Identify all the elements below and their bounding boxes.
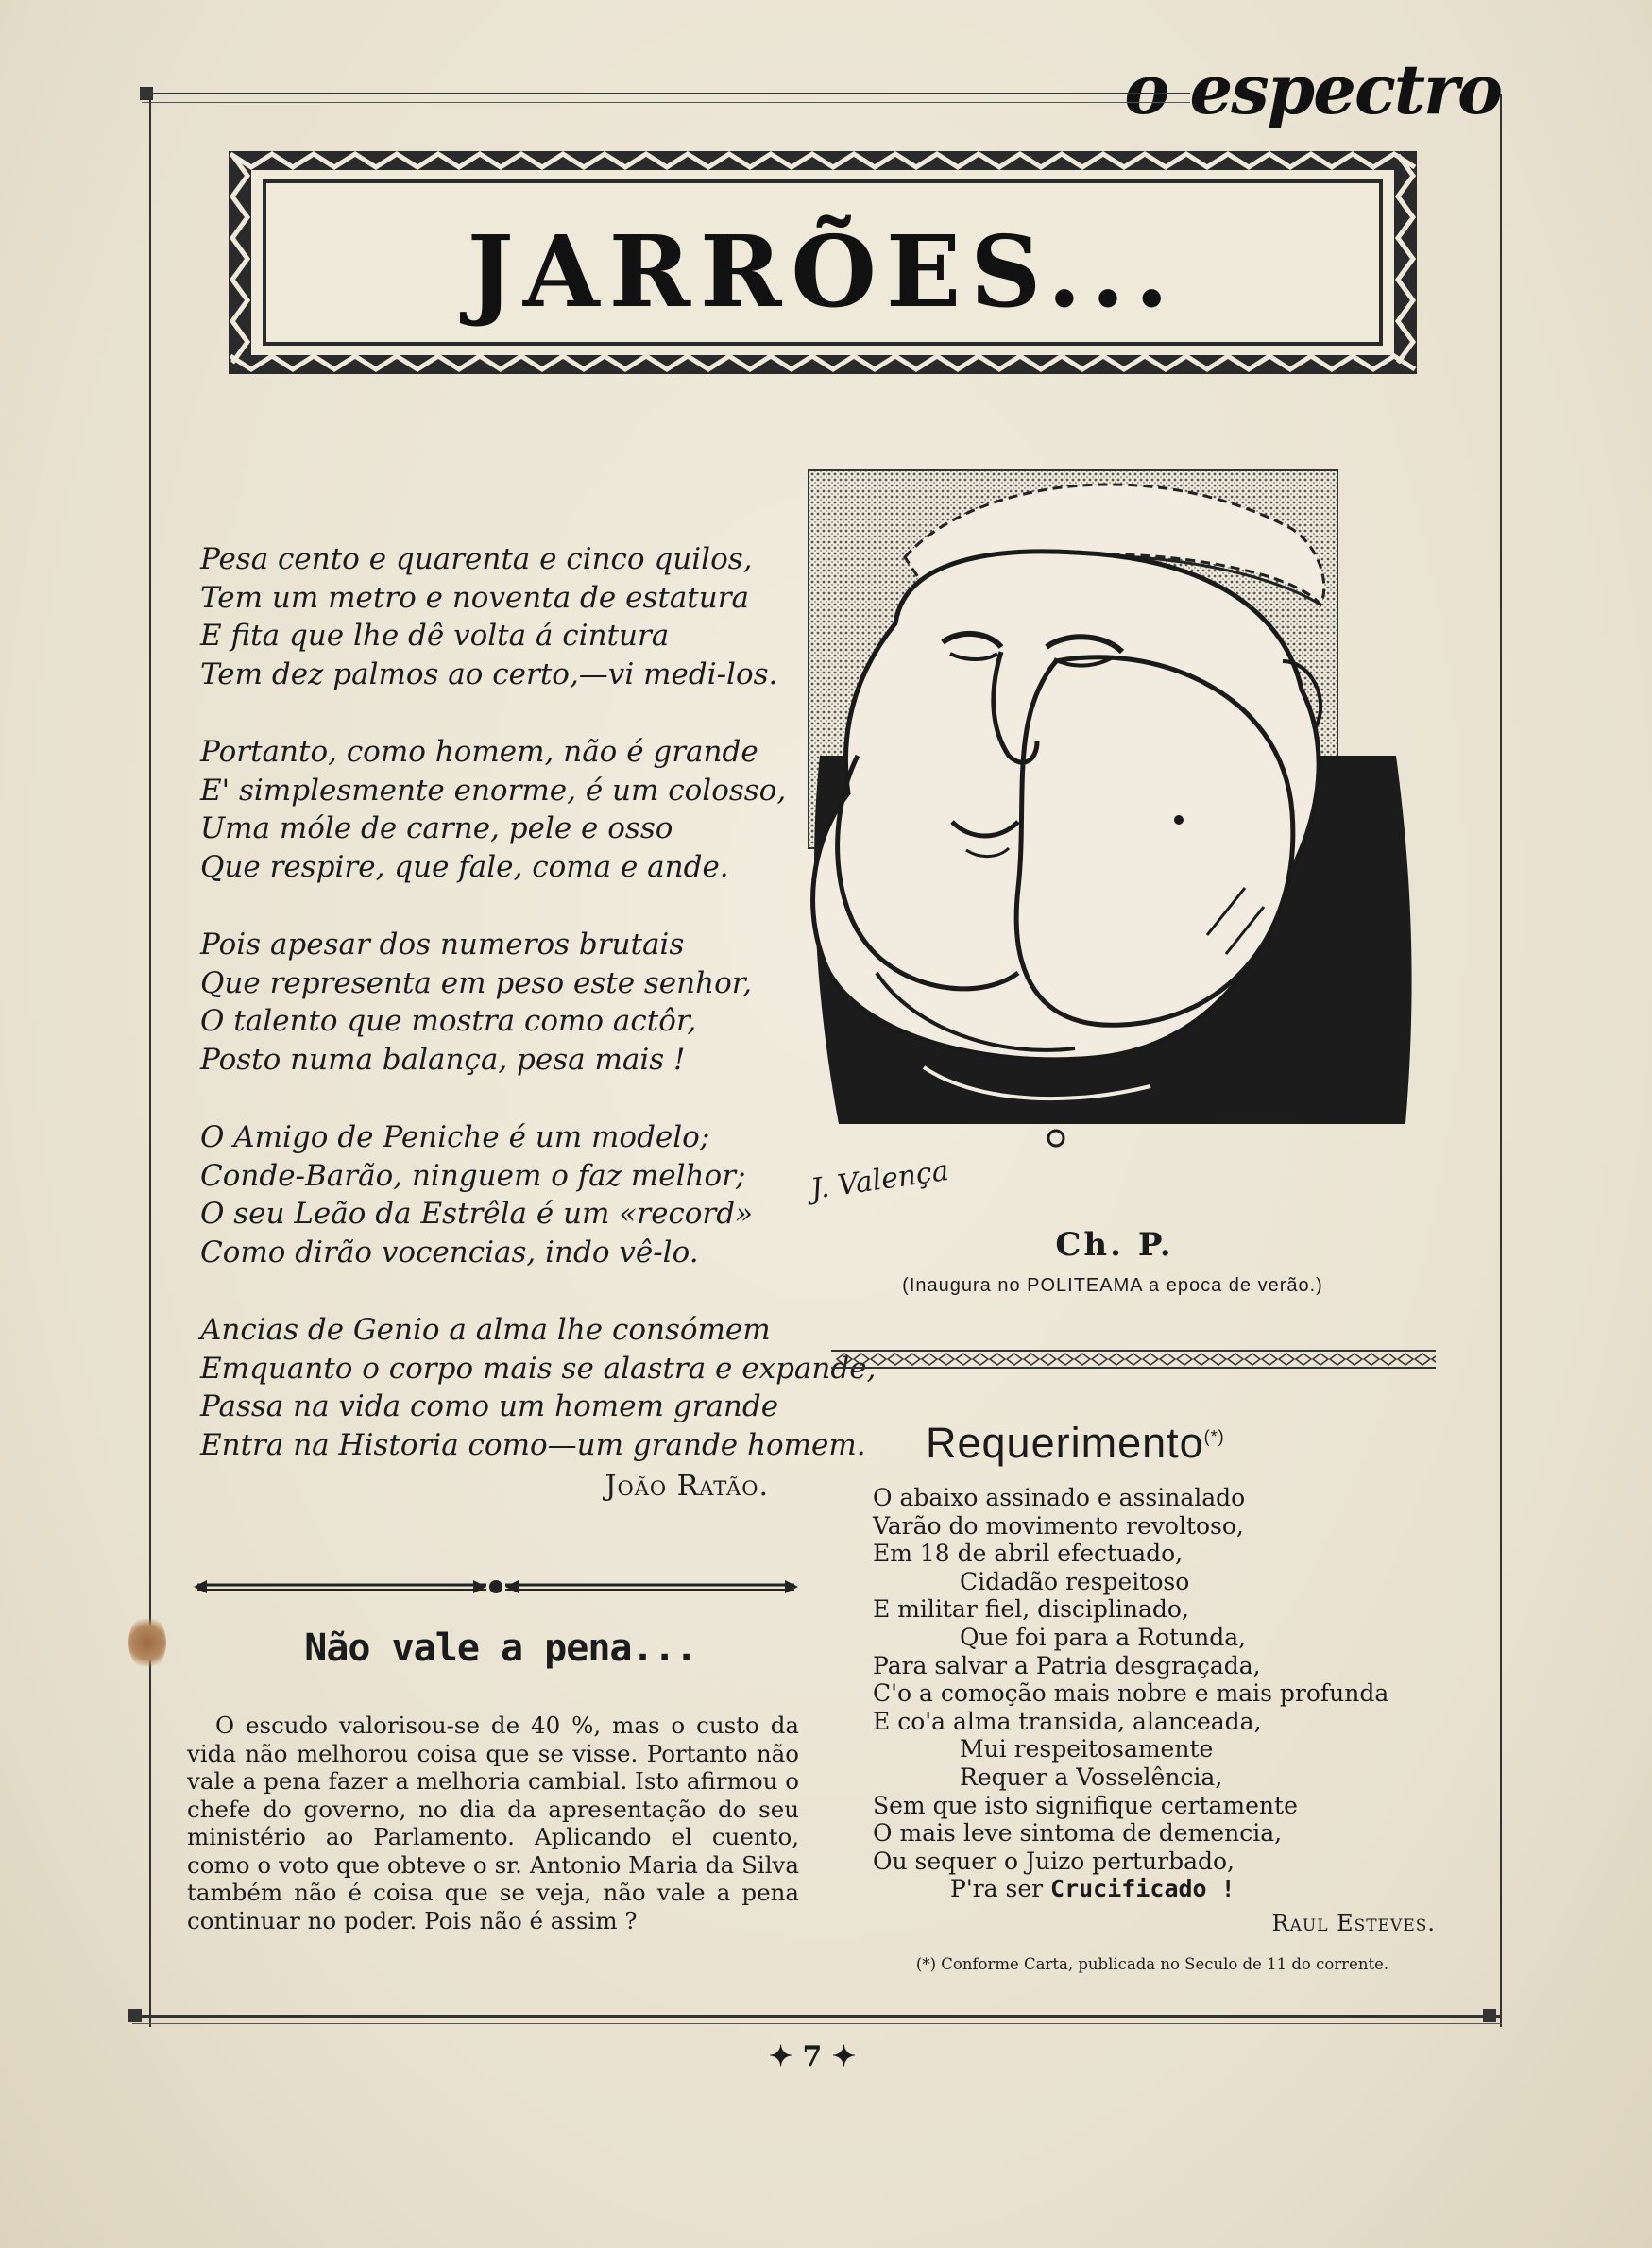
poem-stanza	[200, 733, 805, 886]
article-body-nao-vale	[187, 1712, 799, 1934]
poem-line: Tem dez palmos ao certo,—vi medi-los.	[200, 656, 778, 691]
poem-line: Como dirão vocencias, indo vê-lo.	[200, 1235, 699, 1269]
requerimento-last-prefix: P'ra ser	[950, 1875, 1051, 1903]
poem-stanza	[200, 540, 805, 693]
poem-line: Entra na Historia como—um grande homem.	[200, 1427, 866, 1462]
poem-line: Portanto, como homem, não é grande	[200, 735, 758, 769]
poem-line: O Amigo de Peniche é um modelo;	[200, 1120, 710, 1154]
requerimento-line: Requer a Vosselência,	[960, 1763, 1223, 1791]
poem-jarroes	[200, 540, 877, 1507]
bleed-through-top	[397, 0, 422, 76]
page-title: JARRÕES...	[467, 213, 1179, 330]
requerimento-title: Requerimento	[926, 1419, 1204, 1467]
requerimento-line: O abaixo assinado e assinalado	[873, 1484, 1246, 1511]
requerimento-signature: Raul Esteves.	[1271, 1910, 1436, 1936]
article-paragraph: O escudo valorisou-se de 40 %, mas o custo da vida não melhorou coisa que se visse. Portanto não vale a pena fazer a melhoria cambial. Isto afirmou o chefe do governo, no dia da apresentação do seu ministério ao Parlamento. Aplicando el cuento, como o voto que obteve o sr. Antonio Maria da Silva também não é coisa que se veja, não vale a pena continuar no poder. Pois não é assim ?	[187, 1712, 799, 1934]
caricature-illustration	[754, 444, 1453, 1181]
article-heading-requerimento	[926, 1419, 1225, 1468]
article-heading-nao-vale: Não vale a pena...	[304, 1626, 697, 1670]
poem-stanza	[200, 1311, 877, 1464]
requerimento-line: Varão do movimento revoltoso,	[873, 1511, 1244, 1540]
poem-line: E fita que lhe dê volta á cintura	[200, 619, 670, 653]
requerimento-line: E co'a alma transida, alanceada,	[873, 1707, 1262, 1735]
paper-stain	[128, 1615, 166, 1670]
poem-line: O seu Leão da Estrêla é um «record»	[200, 1197, 754, 1231]
diamond-divider	[831, 1349, 1436, 1370]
poem-line: Pois apesar dos numeros brutais	[200, 928, 685, 962]
poem-line: O talento que mostra como actôr,	[200, 1004, 697, 1038]
poem-line: Pesa cento e quarenta e cinco quilos,	[200, 542, 753, 576]
poem-line: Conde-Barão, ninguem o faz melhor;	[200, 1158, 746, 1193]
requerimento-line: Mui respeitosamente	[960, 1735, 1214, 1763]
poem-line: Que representa em peso este senhor,	[200, 965, 753, 1000]
requerimento-line: Para salvar a Patria desgraçada,	[873, 1651, 1261, 1679]
requerimento-line: E militar fiel, disciplinado,	[873, 1595, 1189, 1624]
arrow-divider	[194, 1574, 798, 1600]
footnote: (*) Conforme Carta, publicada no Seculo de 11 do corrente.	[915, 1955, 1389, 1973]
cartoon-caption: Ch. P.	[1055, 1226, 1174, 1264]
masthead: o espectro	[1124, 49, 1501, 129]
corner-ornament	[128, 2009, 142, 2022]
poem-signature: João Ratão.	[605, 1470, 769, 1503]
bottom-rule-thin	[132, 2023, 1502, 2024]
poem-line: Ancias de Genio a alma lhe consómem	[200, 1313, 771, 1347]
requerimento-line: Sem que isto signifique certamente	[873, 1791, 1298, 1819]
poem-line: Emquanto o corpo mais se alastra e expande,	[200, 1351, 877, 1386]
cartoon-subcaption: (Inaugura no POLITEAMA a epoca de verão.)	[902, 1275, 1323, 1296]
requerimento-line: C'o a comoção mais nobre e mais profunda	[873, 1679, 1389, 1708]
artist-signature: J. Valença	[809, 1153, 951, 1207]
poem-line: Posto numa balança, pesa mais !	[200, 1042, 686, 1077]
requerimento-line: Em 18 de abril efectuado,	[873, 1540, 1184, 1568]
requerimento-last-bold: Crucificado !	[1050, 1875, 1235, 1903]
corner-ornament	[1483, 2009, 1496, 2022]
poem-stanza	[200, 1118, 805, 1271]
poem-line: Passa na vida como um homem grande	[200, 1389, 779, 1423]
bottom-rule	[132, 2015, 1502, 2018]
page-number: ✦ 7 ✦	[768, 2040, 857, 2073]
requerimento-line: O mais leve sintoma de demencia,	[873, 1819, 1283, 1848]
requerimento-line: Ou sequer o Juizo perturbado,	[873, 1847, 1235, 1875]
title-banner	[227, 149, 1419, 376]
requerimento-line: Que foi para a Rotunda,	[960, 1623, 1247, 1651]
requerimento-line: Cidadão respeitoso	[960, 1567, 1190, 1595]
poem-stanza	[200, 926, 805, 1079]
requerimento-last-line	[873, 1875, 1439, 1903]
poem-line: Uma móle de carne, pele e osso	[200, 811, 673, 845]
poem-line: Que respire, que fale, coma e ande.	[200, 849, 729, 884]
poem-line: Tem um metro e noventa de estatura	[200, 580, 750, 615]
poem-requerimento	[873, 1484, 1439, 1903]
footnote-marker: (*)	[1203, 1427, 1225, 1446]
poem-line: E' simplesmente enorme, é um colosso,	[200, 773, 787, 808]
